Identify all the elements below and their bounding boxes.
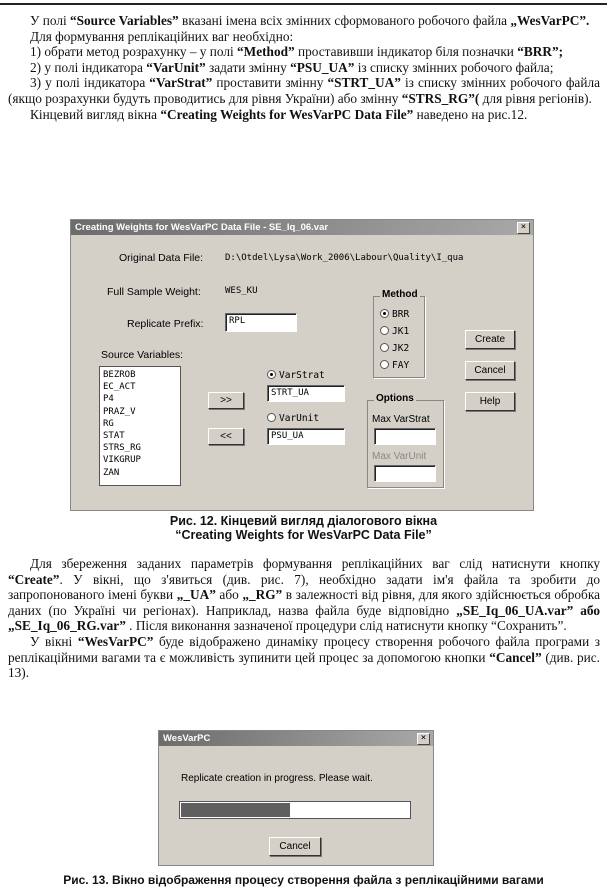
radio-unselected-icon [380,360,389,369]
add-variable-button[interactable]: >> [208,392,244,409]
original-data-file-value: D:\Otdel\Lysa\Work_2006\Labour\Quality\I_qua [225,253,464,263]
help-button[interactable]: Help [465,392,515,411]
full-sample-weight-label: Full Sample Weight: [107,286,201,298]
options-group [367,393,444,488]
method-radio-fay[interactable]: FAY [380,360,409,371]
creating-weights-dialog [70,219,534,511]
progress-bar [179,801,411,819]
replicate-prefix-input[interactable]: RPL [225,313,297,332]
paragraph-intro: Для формування реплікаційних ваг необхідно: [30,28,294,44]
list-item[interactable]: PRAZ_V [103,406,136,417]
cancel-button[interactable]: Cancel [465,361,515,380]
create-button[interactable]: Create [465,330,515,349]
progress-bar-fill [181,803,290,817]
method-radio-brr[interactable]: BRR [380,309,409,320]
paragraph-step-3: 3) у полі індикатора “VarStrat” проставити змінну “STRT_UA” із списку змінних робочого файла (якщо розрахунки будуть проводитись для рівня України) або змінну “STRS_RG”( для рівня регіонів). [8,75,600,106]
radio-unselected-icon [380,326,389,335]
method-radio-jk1[interactable]: JK1 [380,326,409,337]
list-item[interactable]: BEZROB [103,370,136,380]
list-item[interactable]: VIKGRUP [103,455,141,466]
close-icon[interactable]: × [417,733,430,745]
source-variables-list[interactable] [99,366,181,486]
paragraph-step-1: 1) обрати метод розрахунку – у полі “Method” проставивши індикатор біля позначки “BRR”; [30,44,564,60]
text-block-top [8,13,600,122]
varunit-input[interactable]: PSU_UA [267,428,345,445]
method-group-label: Method [382,289,418,300]
remove-variable-button[interactable]: << [208,428,244,445]
max-varstrat-input[interactable] [374,428,436,445]
method-radio-jk2[interactable]: JK2 [380,343,409,354]
list-item[interactable]: P4 [103,394,114,405]
radio-unselected-icon [267,413,276,422]
method-group [373,289,425,378]
radio-unselected-icon [380,343,389,352]
varunit-radio[interactable]: VarUnit [267,413,319,424]
replicate-prefix-label: Replicate Prefix: [127,318,204,330]
paragraph-progress: У вікні “WesVarPC” буде відображено динаміку процесу створення робочого файла програми з реплікаційними вагами та є можливість зупинити цей процес за допомогою кнопки “Cancel” (див. рис. 13). [8,633,601,681]
progress-message: Replicate creation in progress. Please wait. [181,773,373,784]
top-rule [0,3,607,5]
list-item[interactable]: STAT [103,431,125,442]
original-data-file-label: Original Data File: [119,252,204,264]
paragraph-step-2: 2) у полі індикатора “VarUnit” задати змінну “PSU_UA” із списку змінних робочого файла; [30,59,554,75]
figure-12-caption: Рис. 12. Кінцевий вигляд діалогового вікна “Creating Weights for WesVarPC Data File” [169,514,438,542]
radio-selected-icon [267,370,276,379]
list-item[interactable]: ZAN [103,467,120,478]
dialog-title-bar: Creating Weights for WesVarPC Data File - SE_Iq_06.var [71,220,533,235]
paragraph-final-view: Кінцевий вигляд вікна “Creating Weights for WesVarPC Data File” наведено на рис.12. [30,106,528,122]
list-item[interactable]: EC_ACT [103,382,136,393]
options-group-label: Options [376,393,414,404]
progress-dialog [158,730,434,866]
list-item[interactable]: RG [103,418,114,429]
radio-selected-icon [380,309,389,318]
list-item[interactable]: STRS_RG [103,443,141,454]
paragraph-source-variables: У полі “Source Variables” вказані імена всіх змінних сформованого робочого файла „WesVarPC”. [30,13,590,28]
paragraph-create: Для збереження заданих параметрів формування реплікаційних ваг слід натиснути кнопку “Create”. У вікні, що з'явиться (див. рис. 7), необхідно задати ім'я файла та зробити до запропонованого імені букви „_UA” або „_RG” в залежності від рівня, для якого здійснюється обробка даних (по Україні чи регіонах). Наприклад, назва файла буде відповідно „SE_Iq_06_UA.var” або „SE_Iq_06_RG.var” . Після виконання зазначеної процедури слід натиснути кнопку “Сохранить”. [8,556,601,634]
progress-cancel-button[interactable]: Cancel [269,837,321,856]
max-varunit-input[interactable] [374,465,436,482]
figure-13-caption: Рис. 13. Вікно відображення процесу створення файла з реплікаційними вагами [63,873,544,887]
varstrat-radio[interactable]: VarStrat [267,370,325,381]
text-block-bottom [8,556,600,681]
source-variables-label: Source Variables: [101,349,184,361]
progress-dialog-title-bar: WesVarPC [159,731,433,746]
close-icon[interactable]: × [517,222,530,234]
full-sample-weight-value: WES_KU [225,286,258,296]
max-varunit-label: Max VarUnit [372,451,427,462]
max-varstrat-label: Max VarStrat [372,414,430,425]
varstrat-input[interactable]: STRT_UA [267,385,345,402]
